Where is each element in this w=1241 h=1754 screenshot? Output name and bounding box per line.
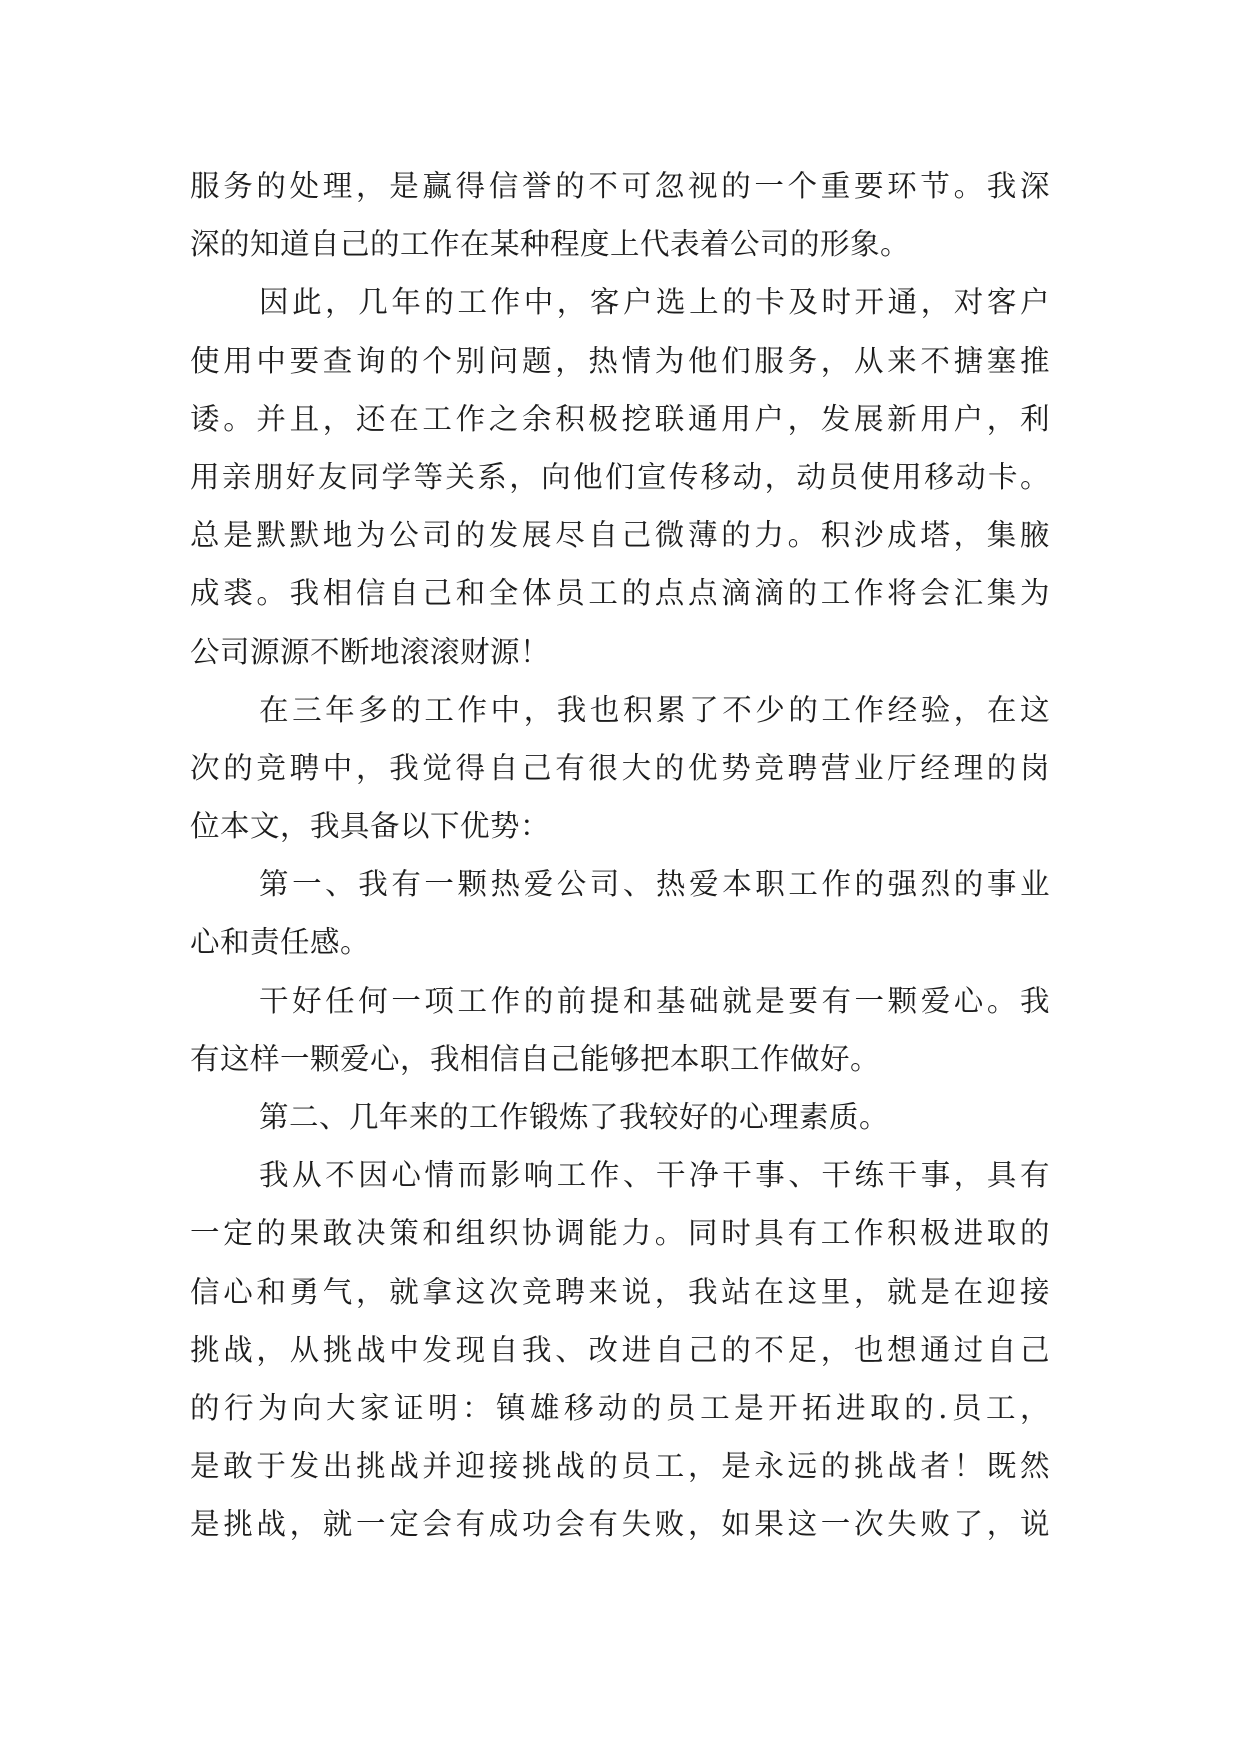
- text-line: 次的竞聘中，我觉得自己有很大的优势竞聘营业厅经理的岗: [190, 750, 1050, 785]
- text-line: 深的知道自己的工作在某种程度上代表着公司的形象。: [190, 227, 911, 262]
- text-line: 因此，几年的工作中，客户选上的卡及时开通，对客户: [259, 285, 1050, 320]
- text-line: 有这样一颗爱心，我相信自己能够把本职工作做好。: [190, 1041, 881, 1076]
- text-line: 用亲朋好友同学等关系，向他们宣传移动，动员使用移动卡。: [190, 459, 1050, 494]
- text-line: 信心和勇气，就拿这次竞聘来说，我站在这里，就是在迎接: [190, 1274, 1050, 1309]
- text-line: 在三年多的工作中，我也积累了不少的工作经验，在这: [259, 692, 1050, 727]
- text-line: 的行为向大家证明：镇雄移动的员工是开拓进取的.员工，: [190, 1390, 1050, 1425]
- text-line: 我从不因心情而影响工作、干净干事、干练干事，具有: [259, 1158, 1050, 1193]
- text-line: 成裘。我相信自己和全体员工的点点滴滴的工作将会汇集为: [190, 576, 1050, 611]
- document-body: [190, 157, 1050, 1554]
- text-line: 第一、我有一颗热爱公司、热爱本职工作的强烈的事业: [259, 867, 1050, 902]
- text-line: 第二、几年来的工作锻炼了我较好的心理素质。: [259, 1100, 890, 1134]
- text-line: 一定的果敢决策和组织协调能力。同时具有工作积极进取的: [190, 1216, 1050, 1251]
- text-line: 公司源源不断地滚滚财源！: [190, 634, 551, 669]
- text-line: 干好任何一项工作的前提和基础就是要有一颗爱心。我: [259, 983, 1050, 1018]
- text-line: 位本文，我具备以下优势：: [190, 809, 551, 844]
- text-line: 总是默默地为公司的发展尽自己微薄的力。积沙成塔，集腋: [190, 518, 1050, 553]
- text-line: 是敢于发出挑战并迎接挑战的员工，是永远的挑战者！既然: [190, 1449, 1050, 1484]
- text-line: 服务的处理，是赢得信誉的不可忽视的一个重要环节。我深: [190, 169, 1050, 203]
- text-line: 诿。并且，还在工作之余积极挖联通用户，发展新用户，利: [190, 401, 1050, 436]
- text-line: 挑战，从挑战中发现自我、改进自己的不足，也想通过自己: [190, 1332, 1050, 1367]
- text-line: 使用中要查询的个别问题，热情为他们服务，从来不搪塞推: [190, 343, 1050, 378]
- text-line: 是挑战，就一定会有成功会有失败，如果这一次失败了，说: [190, 1507, 1050, 1542]
- text-line: 心和责任感。: [190, 925, 371, 960]
